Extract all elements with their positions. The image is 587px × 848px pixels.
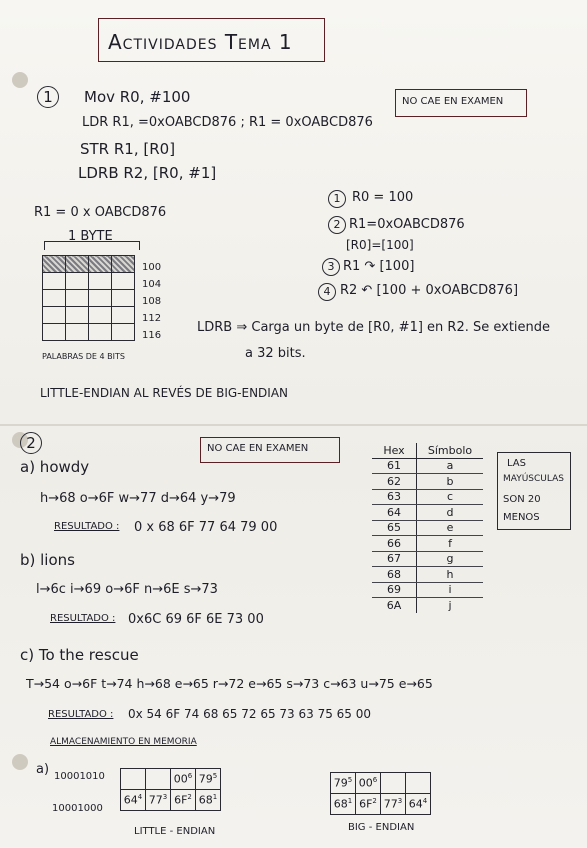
storage-part-label: a) <box>36 762 50 777</box>
big-endian-caption: BIG - ENDIAN <box>348 822 415 833</box>
symbol-header: Símbolo <box>417 443 484 458</box>
step-4-text: R2 ↶ [100 + 0xOABCD876] <box>340 283 519 298</box>
memory-grid <box>42 255 135 341</box>
memory-cell: $64^4$ <box>121 790 146 811</box>
memory-cell <box>121 769 146 790</box>
memory-cell <box>381 773 406 794</box>
symbol-cell: i <box>417 582 484 598</box>
part-a-result: 0 x 68 6F 77 64 79 00 <box>134 520 278 535</box>
part-c-result-label: RESULTADO : <box>48 709 114 720</box>
address-100: 100 <box>142 262 162 273</box>
hex-cell: 69 <box>372 582 417 598</box>
address-108: 108 <box>142 296 162 307</box>
grid-caption: PALABRAS DE 4 BITS <box>42 352 125 361</box>
storage-address-bottom: 10001000 <box>52 803 103 814</box>
memory-cell: $79^5$ <box>331 773 356 794</box>
memory-cell: $79^5$ <box>196 769 221 790</box>
hex-cell: 67 <box>372 551 417 567</box>
memory-cell: $68^1$ <box>196 790 221 811</box>
symbol-cell: g <box>417 551 484 567</box>
step-3-text: R1 ↷ [100] <box>343 259 415 274</box>
ldrb-note-line-2: a 32 bits. <box>245 346 306 361</box>
part-a-mapping: h→68 o→6F w→77 d→64 y→79 <box>40 491 236 506</box>
section-2-number: 2 <box>20 432 42 454</box>
part-c-label: c) To the rescue <box>20 646 139 664</box>
step-2b-text: [R0]=[100] <box>346 238 414 252</box>
endian-note: LITTLE-ENDIAN AL REVÉS DE BIG-ENDIAN <box>40 386 289 400</box>
step-2-number: 2 <box>328 216 346 234</box>
r1-label: R1 = 0 x OABCD876 <box>34 205 167 220</box>
memory-cell: $68^1$ <box>331 794 356 815</box>
part-b-mapping: l→6c i→69 o→6F n→6E s→73 <box>36 582 218 597</box>
address-112: 112 <box>142 313 162 324</box>
uppercase-note-line: MAYÚSCULAS <box>503 474 564 484</box>
uppercase-note-line: SON 20 <box>503 494 541 505</box>
symbol-cell: e <box>417 520 484 536</box>
memory-cell: $00^6$ <box>171 769 196 790</box>
memory-cell: $64^4$ <box>406 794 431 815</box>
hex-cell: 62 <box>372 474 417 490</box>
symbol-cell: b <box>417 474 484 490</box>
step-1-number: 1 <box>328 190 346 208</box>
hex-header: Hex <box>372 443 417 458</box>
symbol-cell: a <box>417 458 484 474</box>
storage-title: ALMACENAMIENTO EN MEMORIA <box>50 737 197 747</box>
little-endian-caption: LITTLE - ENDIAN <box>134 826 216 837</box>
memory-cell: $6F^2$ <box>356 794 381 815</box>
code-line-3: STR R1, [R0] <box>80 140 176 158</box>
hex-cell: 63 <box>372 489 417 505</box>
page-fold <box>0 424 587 426</box>
byte-bracket <box>44 241 140 250</box>
ldrb-note-line-1: LDRB ⇒ Carga un byte de [R0, #1] en R2. Se extiende <box>197 320 551 335</box>
memory-cell: $00^6$ <box>356 773 381 794</box>
symbol-cell: j <box>448 598 452 612</box>
part-b-label: b) lions <box>20 551 75 569</box>
step-2-text: R1=0xOABCD876 <box>349 217 465 232</box>
section-1-number: 1 <box>37 86 59 108</box>
code-line-4: LDRB R2, [R0, #1] <box>78 164 217 182</box>
step-4-number: 4 <box>318 283 336 301</box>
hex-symbol-table <box>372 443 483 613</box>
punch-hole <box>12 754 28 770</box>
hex-cell: 64 <box>372 505 417 521</box>
part-a-label: a) howdy <box>20 458 90 476</box>
uppercase-note-line: MENOS <box>503 512 540 523</box>
big-endian-table <box>330 772 431 815</box>
address-116: 116 <box>142 330 162 341</box>
hex-cell: 68 <box>372 567 417 583</box>
symbol-cell: d <box>417 505 484 521</box>
part-c-mapping: T→54 o→6F t→74 h→68 e→65 r→72 e→65 s→73 c→63 u→75 e→65 <box>26 676 433 691</box>
symbol-cell: f <box>417 536 484 552</box>
page-title: Actividades Tema 1 <box>108 30 293 54</box>
part-b-result-label: RESULTADO : <box>50 613 116 624</box>
symbol-cell: h <box>417 567 484 583</box>
hex-cell: 61 <box>372 458 417 474</box>
address-104: 104 <box>142 279 162 290</box>
byte-label: 1 BYTE <box>68 229 113 244</box>
no-exam-note-2: NO CAE EN EXAMEN <box>207 443 309 454</box>
uppercase-note-line: LAS <box>507 458 526 469</box>
code-line-2: LDR R1, =0xOABCD876 ; R1 = 0xOABCD876 <box>82 115 373 130</box>
memory-cell: $77^3$ <box>146 790 171 811</box>
punch-hole <box>12 72 28 88</box>
little-endian-table <box>120 768 221 811</box>
code-line-1: Mov R0, #100 <box>84 88 191 106</box>
memory-cell: $6F^2$ <box>171 790 196 811</box>
hex-cell: 66 <box>372 536 417 552</box>
memory-cell <box>146 769 171 790</box>
step-3-number: 3 <box>322 258 340 276</box>
hex-cell: 65 <box>372 520 417 536</box>
storage-address-top: 10001010 <box>54 771 105 782</box>
memory-cell: $77^3$ <box>381 794 406 815</box>
part-b-result: 0x6C 69 6F 6E 73 00 <box>128 612 264 627</box>
symbol-cell: c <box>417 489 484 505</box>
step-1-text: R0 = 100 <box>352 190 414 205</box>
hex-cell: 6A <box>372 598 417 613</box>
no-exam-note-1: NO CAE EN EXAMEN <box>402 96 504 107</box>
part-a-result-label: RESULTADO : <box>54 521 120 532</box>
memory-cell <box>406 773 431 794</box>
part-c-result: 0x 54 6F 74 68 65 72 65 73 63 75 65 00 <box>128 707 372 721</box>
